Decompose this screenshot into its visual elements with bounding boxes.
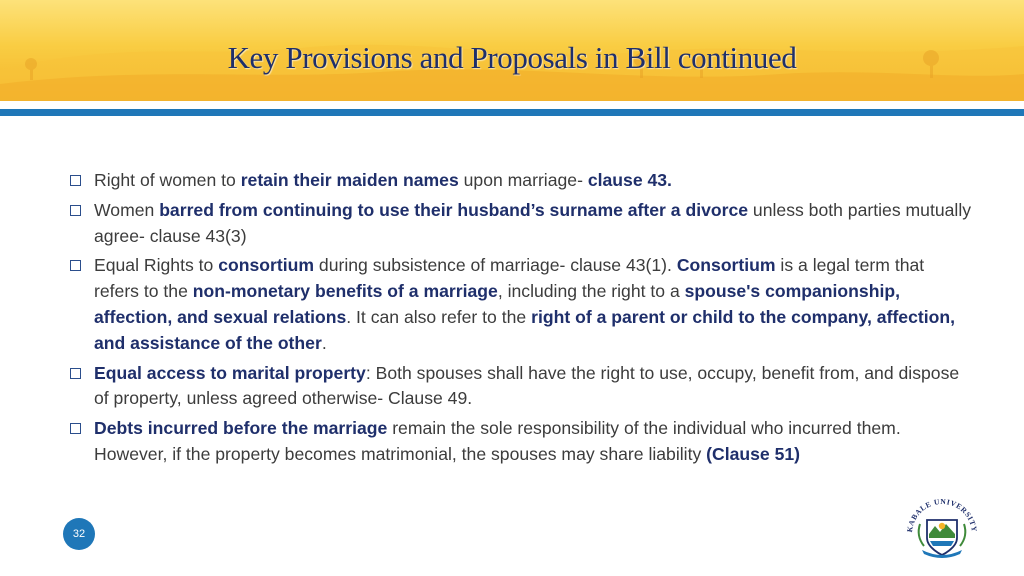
text-run-bold: Consortium <box>676 255 776 276</box>
text-run-bold: clause 43. <box>587 170 672 190</box>
logo-lettering: KABALE UNIVERSITY <box>904 496 980 533</box>
bullet-item-debts <box>68 416 973 468</box>
text-run-bold: non-monetary benefits of a marriage <box>192 281 498 302</box>
text-run: Women <box>94 199 160 220</box>
slide-title: Key Provisions and Proposals in Bill continued <box>227 40 797 75</box>
checkbox-bullet-icon <box>70 423 81 434</box>
text-run: remain the sole responsibility of the individual who incurred them. However, if the property becomes matrimonial, the spouses may share liability <box>94 418 901 464</box>
text-run: during subsistence of marriage- clause 43(1). <box>314 255 677 276</box>
text-run: Right of women to <box>94 170 241 190</box>
checkbox-bullet-icon <box>70 260 81 271</box>
text-run-bold: Equal access to marital property <box>94 362 366 383</box>
text-run: . <box>321 332 327 353</box>
text-run-bold: spouse's companionship, affection, and sexual relations <box>94 281 900 327</box>
bullet-item-consortium <box>68 253 973 356</box>
text-run: Equal Rights to <box>94 255 219 276</box>
checkbox-bullet-icon <box>70 368 81 379</box>
header-divider-blue <box>0 109 1024 116</box>
bullet-item-maiden-names <box>68 168 973 194</box>
text-run: upon marriage- <box>458 170 588 190</box>
text-run-bold: consortium <box>218 255 315 276</box>
text-run-bold: (Clause 51) <box>706 443 801 464</box>
checkbox-bullet-icon <box>70 175 81 186</box>
kabale-university-logo-icon <box>904 494 980 560</box>
checkbox-bullet-icon <box>70 205 81 216</box>
bullet-item-marital-property <box>68 361 973 413</box>
bullet-item-surname-after-divorce <box>68 198 973 250</box>
text-run-bold: right of a parent or child to the company, affection, and assistance of the other <box>94 306 956 353</box>
slide-header <box>0 0 1024 101</box>
bullet-list <box>68 168 973 472</box>
text-run-bold: Debts incurred before the marriage <box>94 418 388 439</box>
text-run: unless both parties mutually agree- clause 43(3) <box>94 199 972 246</box>
text-run-bold: barred from continuing to use their husband’s surname after a divorce <box>159 199 749 220</box>
text-run: : Both spouses shall have the right to use, occupy, benefit from, and dispose of property, unless agreed otherwise- Clause 49. <box>94 362 960 409</box>
text-run-bold: retain their maiden names <box>240 170 459 190</box>
page-number-badge: 32 <box>63 518 95 550</box>
header-divider-white <box>0 101 1024 109</box>
text-run: . It can also refer to the <box>346 306 532 327</box>
text-run: , including the right to a <box>497 281 685 302</box>
text-run: is a legal term that refers to the <box>94 255 925 302</box>
